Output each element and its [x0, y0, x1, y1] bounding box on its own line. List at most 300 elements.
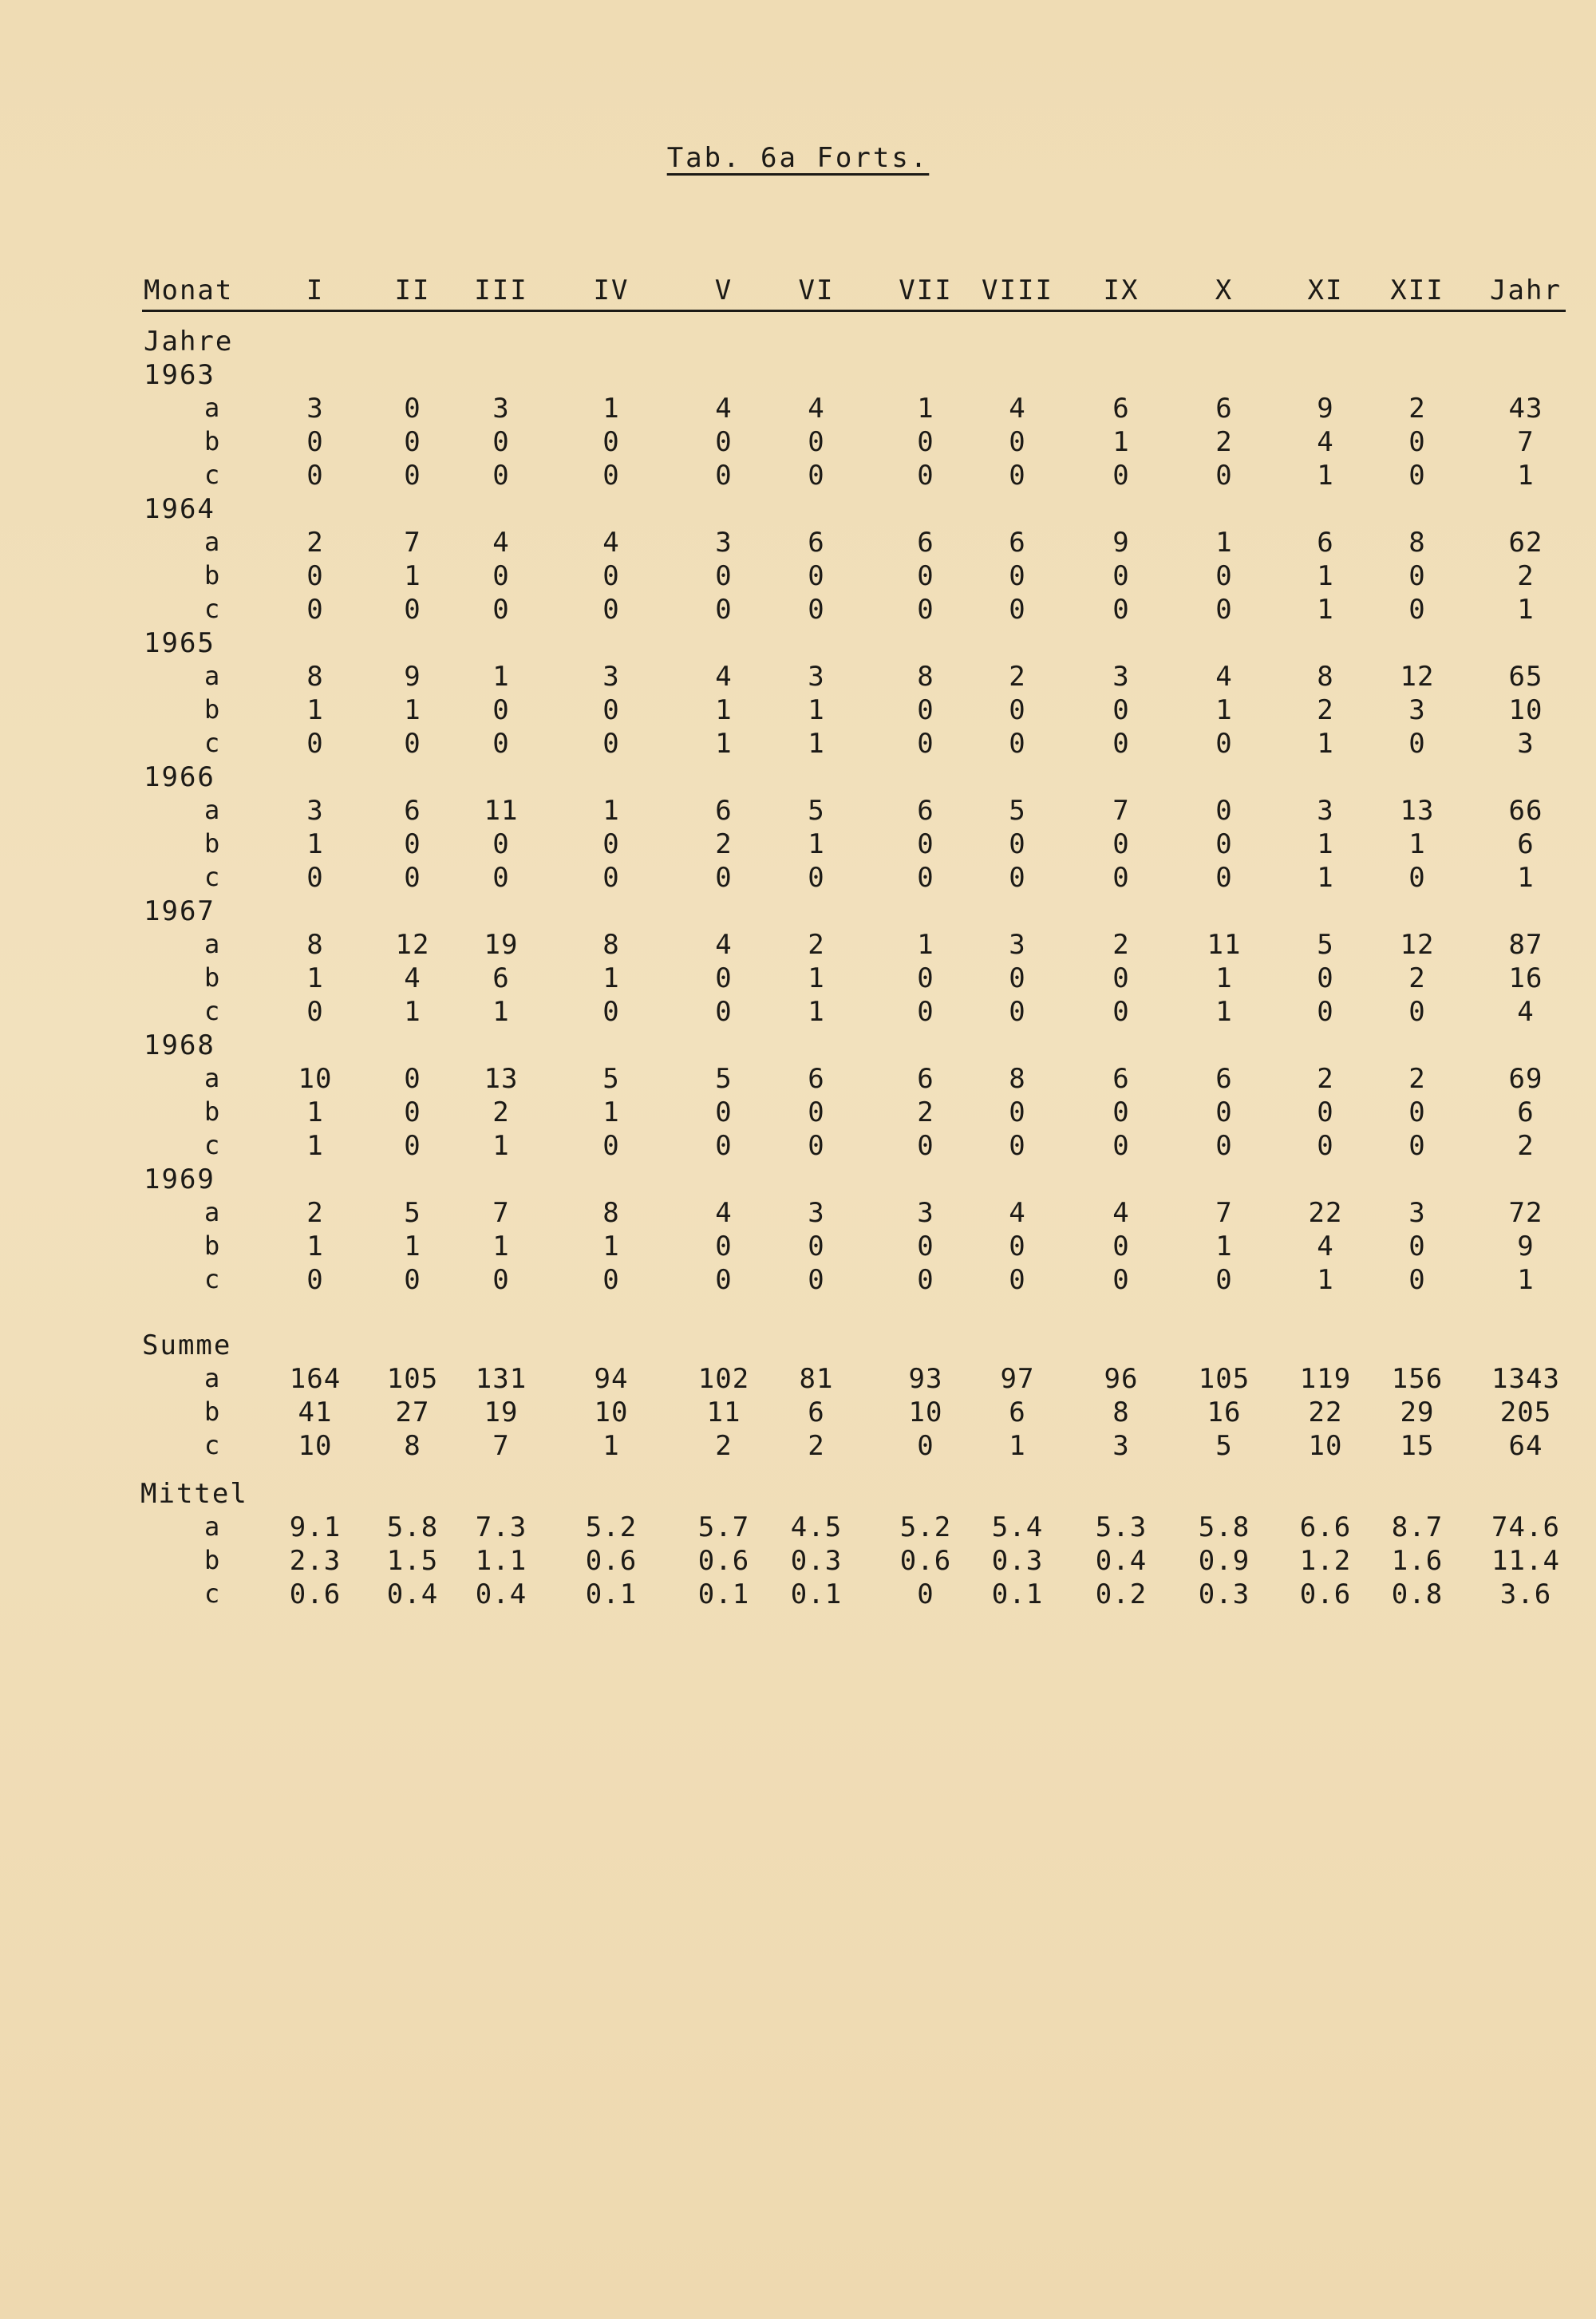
table-cell: 3: [602, 661, 620, 693]
table-cell: 2: [808, 929, 825, 961]
table-cell: 4: [1009, 393, 1026, 425]
table-cell: 96: [1104, 1363, 1139, 1395]
table-cell: 1: [602, 1096, 620, 1128]
table-cell: 1343: [1491, 1363, 1560, 1395]
table-cell: 0: [306, 996, 324, 1028]
table-cell: 1: [808, 962, 825, 994]
header-col: XII: [1390, 275, 1444, 306]
table-cell: 0: [404, 828, 421, 860]
table-cell: 19: [484, 929, 519, 961]
year-label: 1964: [144, 493, 215, 525]
table-cell: 2: [917, 1096, 934, 1128]
table-cell: 0: [808, 1130, 825, 1162]
table-cell: 0: [1009, 1264, 1026, 1296]
table-cell: 9: [1317, 393, 1334, 425]
table-cell: 2: [1408, 962, 1426, 994]
table-cell: 1: [404, 996, 421, 1028]
table-cell: 1: [602, 1231, 620, 1262]
table-cell: 1: [1215, 694, 1233, 726]
table-cell: 0: [808, 862, 825, 894]
table-cell: 0: [306, 1264, 324, 1296]
table-cell: 0: [306, 862, 324, 894]
table-cell: 41: [298, 1397, 333, 1428]
table-cell: 7.3: [475, 1511, 527, 1543]
table-cell: 8: [602, 1197, 620, 1229]
year-label: 1963: [144, 359, 215, 391]
table-cell: 0: [715, 1231, 733, 1262]
table-cell: 0: [1215, 594, 1233, 626]
table-cell: 0: [602, 1130, 620, 1162]
table-cell: 4: [715, 661, 733, 693]
table-cell: 1: [306, 1130, 324, 1162]
table-cell: 8: [917, 661, 934, 693]
table-cell: 4: [715, 1197, 733, 1229]
year-label: 1968: [144, 1029, 215, 1061]
table-cell: 0: [1112, 1231, 1130, 1262]
table-cell: 12: [1400, 929, 1435, 961]
table-cell: 2: [1112, 929, 1130, 961]
table-cell: 1: [602, 962, 620, 994]
table-cell: 1: [715, 728, 733, 760]
table-cell: 0: [917, 1264, 934, 1296]
table-cell: 3: [917, 1197, 934, 1229]
table-cell: 0: [306, 426, 324, 458]
table-cell: 0: [602, 460, 620, 492]
table-cell: 0: [1408, 560, 1426, 592]
table-cell: 1: [1215, 1231, 1233, 1262]
table-cell: 1: [404, 560, 421, 592]
table-cell: 0: [808, 426, 825, 458]
table-cell: 5: [1317, 929, 1334, 961]
header-col: II: [394, 275, 431, 306]
table-cell: 5: [715, 1063, 733, 1095]
table-cell: 15: [1400, 1430, 1435, 1462]
table-cell: 29: [1400, 1397, 1435, 1428]
table-cell: 0: [1408, 1130, 1426, 1162]
table-cell: 0.4: [475, 1578, 527, 1610]
table-cell: 4: [602, 527, 620, 559]
table-cell: 11: [1207, 929, 1242, 961]
table-cell: 5.8: [386, 1511, 439, 1543]
table-cell: 62: [1508, 527, 1543, 559]
table-cell: 1: [1517, 1264, 1535, 1296]
row-label: c: [204, 594, 220, 624]
table-cell: 64: [1508, 1430, 1543, 1462]
table-cell: 1: [1517, 862, 1535, 894]
table-cell: 0: [306, 728, 324, 760]
table-cell: 0.1: [790, 1578, 843, 1610]
header-col: IV: [593, 275, 630, 306]
table-cell: 2: [1317, 694, 1334, 726]
table-cell: 10: [298, 1430, 333, 1462]
row-label: a: [204, 393, 220, 423]
table-cell: 0: [1112, 1130, 1130, 1162]
table-cell: 3: [1408, 1197, 1426, 1229]
row-label: a: [204, 1363, 220, 1393]
table-cell: 0: [1408, 996, 1426, 1028]
table-cell: 0: [306, 460, 324, 492]
row-label: a: [204, 1197, 220, 1227]
table-cell: 0: [1009, 962, 1026, 994]
table-cell: 105: [1198, 1363, 1250, 1395]
table-cell: 0: [917, 1231, 934, 1262]
row-label: b: [204, 560, 220, 591]
table-cell: 4: [1517, 996, 1535, 1028]
header-col: X: [1215, 275, 1234, 306]
table-cell: 69: [1508, 1063, 1543, 1095]
table-cell: 0: [492, 694, 510, 726]
table-cell: 0: [1215, 862, 1233, 894]
table-cell: 8: [404, 1430, 421, 1462]
table-cell: 1: [306, 1096, 324, 1128]
header-rule: [142, 310, 1566, 312]
table-cell: 3: [1317, 795, 1334, 827]
table-cell: 0: [917, 426, 934, 458]
table-cell: 1.5: [386, 1545, 439, 1577]
table-cell: 4: [1009, 1197, 1026, 1229]
table-cell: 0: [1112, 862, 1130, 894]
header-col: IX: [1103, 275, 1140, 306]
table-cell: 1: [492, 1130, 510, 1162]
table-cell: 10: [908, 1397, 943, 1428]
table-cell: 97: [1000, 1363, 1035, 1395]
year-label: 1969: [144, 1163, 215, 1195]
table-cell: 3: [1408, 694, 1426, 726]
table-cell: 1: [1317, 828, 1334, 860]
table-cell: 105: [386, 1363, 439, 1395]
table-cell: 0: [715, 594, 733, 626]
table-cell: 1.1: [475, 1545, 527, 1577]
table-cell: 0: [1408, 1096, 1426, 1128]
table-cell: 0: [1009, 996, 1026, 1028]
table-cell: 0: [1215, 560, 1233, 592]
table-cell: 0: [404, 1130, 421, 1162]
table-cell: 7: [492, 1430, 510, 1462]
table-title: Tab. 6a Forts.: [666, 142, 930, 174]
table-cell: 2: [1317, 1063, 1334, 1095]
row-label: a: [204, 1063, 220, 1093]
table-cell: 1: [808, 828, 825, 860]
year-label: 1965: [144, 627, 215, 659]
table-cell: 0: [1215, 1264, 1233, 1296]
table-cell: 0: [1112, 1264, 1130, 1296]
table-cell: 6.6: [1299, 1511, 1352, 1543]
table-cell: 2: [306, 1197, 324, 1229]
table-cell: 10: [594, 1397, 629, 1428]
table-cell: 1: [1317, 728, 1334, 760]
table-cell: 2: [1215, 426, 1233, 458]
table-cell: 0: [917, 996, 934, 1028]
table-cell: 0.1: [697, 1578, 750, 1610]
table-cell: 0.3: [991, 1545, 1044, 1577]
table-cell: 0: [917, 1578, 934, 1610]
table-cell: 5: [1009, 795, 1026, 827]
table-cell: 1: [917, 929, 934, 961]
table-cell: 4.5: [790, 1511, 843, 1543]
table-cell: 0: [404, 460, 421, 492]
table-cell: 1: [492, 996, 510, 1028]
table-cell: 1: [1317, 862, 1334, 894]
row-label: c: [204, 1130, 220, 1160]
table-cell: 3: [492, 393, 510, 425]
table-cell: 3: [1112, 1430, 1130, 1462]
table-cell: 2: [715, 828, 733, 860]
table-cell: 8: [306, 929, 324, 961]
table-cell: 0: [404, 862, 421, 894]
row-label: c: [204, 996, 220, 1026]
table-cell: 0: [715, 460, 733, 492]
table-cell: 0: [1112, 1096, 1130, 1128]
table-cell: 4: [808, 393, 825, 425]
table-cell: 6: [1317, 527, 1334, 559]
table-cell: 2: [1517, 1130, 1535, 1162]
table-cell: 2: [1009, 661, 1026, 693]
table-cell: 4: [1317, 1231, 1334, 1262]
table-cell: 8: [602, 929, 620, 961]
table-cell: 102: [697, 1363, 750, 1395]
table-cell: 7: [492, 1197, 510, 1229]
row-label: b: [204, 962, 220, 993]
table-cell: 0: [917, 962, 934, 994]
table-cell: 11: [706, 1397, 741, 1428]
table-cell: 0.6: [899, 1545, 952, 1577]
header-col: III: [474, 275, 528, 306]
table-cell: 0: [1408, 426, 1426, 458]
table-cell: 2: [1408, 1063, 1426, 1095]
row-label: a: [204, 661, 220, 691]
table-cell: 0.3: [790, 1545, 843, 1577]
header-col: V: [714, 275, 733, 306]
table-cell: 1: [1215, 962, 1233, 994]
table-cell: 1: [306, 1231, 324, 1262]
row-label: a: [204, 795, 220, 825]
table-cell: 0: [1215, 828, 1233, 860]
header-col: I: [306, 275, 325, 306]
row-label: a: [204, 929, 220, 959]
table-cell: 0: [492, 560, 510, 592]
header-col: VIII: [982, 275, 1053, 306]
table-cell: 1.6: [1391, 1545, 1444, 1577]
table-cell: 0: [1112, 560, 1130, 592]
table-cell: 10: [1308, 1430, 1343, 1462]
table-cell: 1: [1517, 594, 1535, 626]
summe-label: Summe: [142, 1329, 232, 1361]
row-label: c: [204, 862, 220, 892]
table-cell: 6: [808, 527, 825, 559]
table-cell: 2: [492, 1096, 510, 1128]
table-cell: 0: [1112, 594, 1130, 626]
table-cell: 0: [808, 560, 825, 592]
table-cell: 0: [602, 594, 620, 626]
table-cell: 1: [1112, 426, 1130, 458]
table-cell: 2: [1517, 560, 1535, 592]
table-cell: 131: [475, 1363, 527, 1395]
table-cell: 6: [1517, 1096, 1535, 1128]
table-cell: 13: [484, 1063, 519, 1095]
table-cell: 0: [602, 694, 620, 726]
table-cell: 11: [484, 795, 519, 827]
header-col: Jahr: [1490, 275, 1562, 306]
table-cell: 6: [1215, 393, 1233, 425]
table-cell: 0.6: [697, 1545, 750, 1577]
table-cell: 1: [1517, 460, 1535, 492]
table-cell: 0: [1009, 828, 1026, 860]
table-cell: 0: [1408, 460, 1426, 492]
table-cell: 10: [1508, 694, 1543, 726]
table-cell: 27: [395, 1397, 430, 1428]
jahre-label: Jahre: [144, 326, 234, 358]
table-cell: 5: [808, 795, 825, 827]
table-cell: 0: [492, 594, 510, 626]
table-cell: 8: [1009, 1063, 1026, 1095]
table-cell: 11.4: [1491, 1545, 1560, 1577]
table-cell: 2: [715, 1430, 733, 1462]
table-cell: 0.2: [1095, 1578, 1148, 1610]
table-cell: 1: [602, 795, 620, 827]
table-cell: 164: [289, 1363, 342, 1395]
table-cell: 1: [1408, 828, 1426, 860]
table-cell: 1: [1317, 594, 1334, 626]
table-cell: 0: [602, 828, 620, 860]
table-cell: 0: [1112, 460, 1130, 492]
table-cell: 0: [602, 728, 620, 760]
table-cell: 1: [492, 661, 510, 693]
table-cell: 8: [306, 661, 324, 693]
table-cell: 1: [492, 1231, 510, 1262]
row-label: b: [204, 1397, 220, 1427]
table-cell: 7: [404, 527, 421, 559]
table-cell: 0: [1009, 728, 1026, 760]
table-cell: 0: [1317, 996, 1334, 1028]
table-cell: 3: [306, 393, 324, 425]
table-cell: 81: [799, 1363, 834, 1395]
table-cell: 6: [1112, 393, 1130, 425]
table-cell: 0: [404, 728, 421, 760]
table-cell: 0: [715, 862, 733, 894]
table-cell: 0: [1009, 862, 1026, 894]
table-cell: 0: [404, 426, 421, 458]
table-cell: 1: [404, 1231, 421, 1262]
table-cell: 156: [1391, 1363, 1444, 1395]
table-cell: 3: [1517, 728, 1535, 760]
table-cell: 0: [1009, 594, 1026, 626]
table-cell: 6: [808, 1063, 825, 1095]
table-cell: 0: [715, 996, 733, 1028]
year-label: 1967: [144, 895, 215, 927]
table-cell: 10: [298, 1063, 333, 1095]
table-cell: 16: [1508, 962, 1543, 994]
table-cell: 1: [1009, 1430, 1026, 1462]
table-cell: 2.3: [289, 1545, 342, 1577]
table-cell: 0: [715, 962, 733, 994]
table-cell: 0: [1009, 694, 1026, 726]
table-cell: 4: [492, 527, 510, 559]
table-cell: 0: [1215, 795, 1233, 827]
table-cell: 12: [395, 929, 430, 961]
table-cell: 0.1: [585, 1578, 638, 1610]
table-cell: 5: [602, 1063, 620, 1095]
table-cell: 4: [1317, 426, 1334, 458]
table-cell: 0: [1112, 996, 1130, 1028]
table-cell: 0: [1215, 1096, 1233, 1128]
table-cell: 0: [1215, 728, 1233, 760]
table-cell: 0: [1408, 862, 1426, 894]
table-cell: 0: [404, 1096, 421, 1128]
table-cell: 16: [1207, 1397, 1242, 1428]
table-cell: 205: [1499, 1397, 1552, 1428]
table-cell: 0: [1009, 460, 1026, 492]
table-cell: 1: [602, 393, 620, 425]
table-cell: 0: [404, 1063, 421, 1095]
table-cell: 5.2: [899, 1511, 952, 1543]
table-cell: 5.7: [697, 1511, 750, 1543]
table-cell: 0: [1408, 728, 1426, 760]
row-label: b: [204, 694, 220, 725]
row-label: b: [204, 1545, 220, 1575]
row-label: c: [204, 1578, 220, 1609]
table-cell: 66: [1508, 795, 1543, 827]
table-cell: 94: [594, 1363, 629, 1395]
table-cell: 2: [306, 527, 324, 559]
table-cell: 0.8: [1391, 1578, 1444, 1610]
row-label: c: [204, 1430, 220, 1460]
table-cell: 4: [715, 929, 733, 961]
table-cell: 0: [602, 996, 620, 1028]
table-cell: 5: [404, 1197, 421, 1229]
table-cell: 3: [306, 795, 324, 827]
table-cell: 22: [1308, 1397, 1343, 1428]
table-cell: 1: [715, 694, 733, 726]
table-cell: 0: [602, 1264, 620, 1296]
table-cell: 0.3: [1198, 1578, 1250, 1610]
table-cell: 6: [404, 795, 421, 827]
table-cell: 0: [1112, 828, 1130, 860]
table-cell: 0: [404, 393, 421, 425]
table-cell: 0: [602, 560, 620, 592]
table-cell: 3.6: [1499, 1578, 1552, 1610]
header-col: VII: [899, 275, 953, 306]
table-cell: 1: [808, 694, 825, 726]
table-cell: 0: [808, 594, 825, 626]
table-cell: 2: [808, 1430, 825, 1462]
table-cell: 0: [917, 862, 934, 894]
table-cell: 0: [1009, 1096, 1026, 1128]
table-cell: 0: [492, 828, 510, 860]
table-cell: 0: [808, 1096, 825, 1128]
header-col: XI: [1307, 275, 1344, 306]
table-cell: 0: [917, 694, 934, 726]
table-cell: 0.6: [1299, 1578, 1352, 1610]
table-cell: 3: [808, 1197, 825, 1229]
table-cell: 5.4: [991, 1511, 1044, 1543]
table-cell: 0: [1317, 962, 1334, 994]
table-cell: 0: [715, 560, 733, 592]
table-cell: 1: [917, 393, 934, 425]
table-cell: 4: [715, 393, 733, 425]
header-col: VI: [798, 275, 835, 306]
table-cell: 22: [1308, 1197, 1343, 1229]
table-cell: 0: [404, 594, 421, 626]
row-label: c: [204, 728, 220, 758]
row-label: c: [204, 460, 220, 490]
table-cell: 6: [492, 962, 510, 994]
table-cell: 6: [917, 1063, 934, 1095]
table-cell: 2: [1408, 393, 1426, 425]
table-cell: 6: [1517, 828, 1535, 860]
table-cell: 119: [1299, 1363, 1352, 1395]
row-label: a: [204, 1511, 220, 1542]
table-cell: 1: [1215, 527, 1233, 559]
